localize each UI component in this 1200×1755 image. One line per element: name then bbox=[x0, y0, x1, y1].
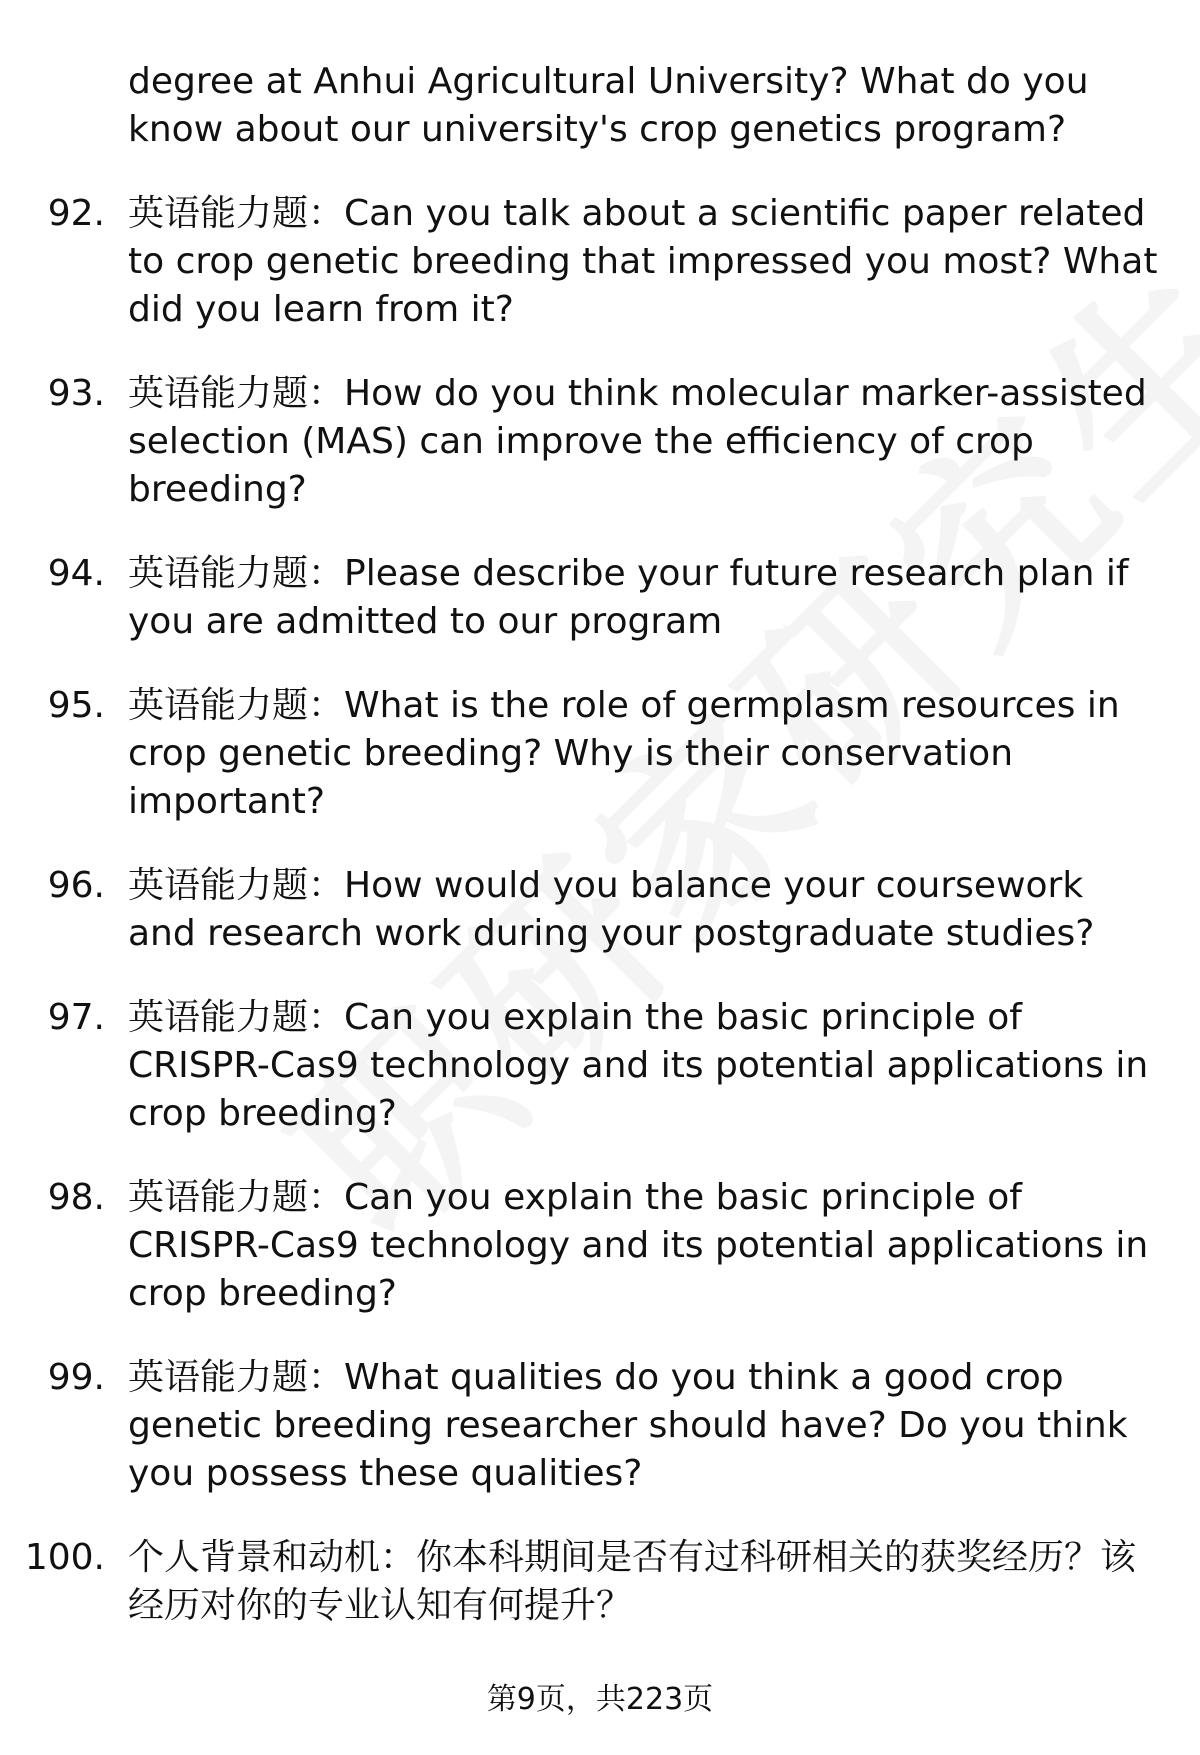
question-number: 96. bbox=[47, 865, 105, 906]
question-item-93 bbox=[0, 370, 1200, 514]
question-item-96 bbox=[0, 862, 1200, 958]
question-item-99 bbox=[0, 1354, 1200, 1498]
question-category: 英语能力题： bbox=[128, 1177, 345, 1218]
question-text-block bbox=[128, 1534, 1158, 1630]
question-item-100 bbox=[0, 1534, 1200, 1630]
question-text-block bbox=[128, 862, 1158, 958]
question-text: What is the role of germplasm resources in crop genetic breeding? Why is their conservation important? bbox=[128, 685, 1120, 822]
question-category: 英语能力题： bbox=[128, 1357, 345, 1398]
question-item-98 bbox=[0, 1174, 1200, 1318]
question-text: 你本科期间是否有过科研相关的获奖经历？该经历对你的专业认知有何提升？ bbox=[128, 1537, 1137, 1626]
question-category: 英语能力题： bbox=[128, 193, 345, 234]
question-number: 92. bbox=[47, 193, 105, 234]
question-continuation: degree at Anhui Agricultural University? What do you know about our university's crop genetics program? bbox=[128, 61, 1089, 150]
question-item-97 bbox=[0, 994, 1200, 1138]
question-number: 94. bbox=[47, 553, 105, 594]
question-text: How do you think molecular marker-assisted selection (MAS) can improve the efficiency of crop breeding? bbox=[128, 373, 1147, 510]
question-category: 英语能力题： bbox=[128, 553, 345, 594]
question-text: Can you explain the basic principle of CRISPR-Cas9 technology and its potential applications in crop breeding? bbox=[128, 997, 1149, 1134]
question-list bbox=[0, 58, 1200, 1666]
question-category: 英语能力题： bbox=[128, 685, 345, 726]
question-text-block bbox=[128, 190, 1158, 334]
question-category: 英语能力题： bbox=[128, 997, 345, 1038]
question-number: 97. bbox=[47, 997, 105, 1038]
question-number: 100. bbox=[24, 1537, 105, 1578]
question-text-block bbox=[128, 682, 1158, 826]
question-number: 95. bbox=[47, 685, 105, 726]
question-item-95 bbox=[0, 682, 1200, 826]
question-category: 英语能力题： bbox=[128, 865, 345, 906]
page-footer: 第9页，共223页 bbox=[486, 1682, 714, 1717]
question-text: Please describe your future research plan if you are admitted to our program bbox=[128, 553, 1129, 642]
question-text-block bbox=[128, 550, 1158, 646]
question-text: What qualities do you think a good crop genetic breeding researcher should have? Do you think you possess these qualities? bbox=[128, 1357, 1128, 1494]
question-text: Can you talk about a scientific paper related to crop genetic breeding that impressed you most? What did you learn from it? bbox=[128, 193, 1158, 330]
question-number: 99. bbox=[47, 1357, 105, 1398]
question-item-94 bbox=[0, 550, 1200, 646]
question-category: 英语能力题： bbox=[128, 373, 345, 414]
question-text-block bbox=[128, 1354, 1158, 1498]
question-number: 93. bbox=[47, 373, 105, 414]
question-text-block bbox=[128, 994, 1158, 1138]
question-text-block bbox=[128, 370, 1158, 514]
question-text: Can you explain the basic principle of CRISPR-Cas9 technology and its potential applications in crop breeding? bbox=[128, 1177, 1149, 1314]
question-category: 个人背景和动机： bbox=[128, 1537, 417, 1578]
question-text: How would you balance your coursework and research work during your postgraduate studies? bbox=[128, 865, 1095, 954]
question-item-92 bbox=[0, 190, 1200, 334]
question-number: 98. bbox=[47, 1177, 105, 1218]
question-text-block bbox=[128, 1174, 1158, 1318]
